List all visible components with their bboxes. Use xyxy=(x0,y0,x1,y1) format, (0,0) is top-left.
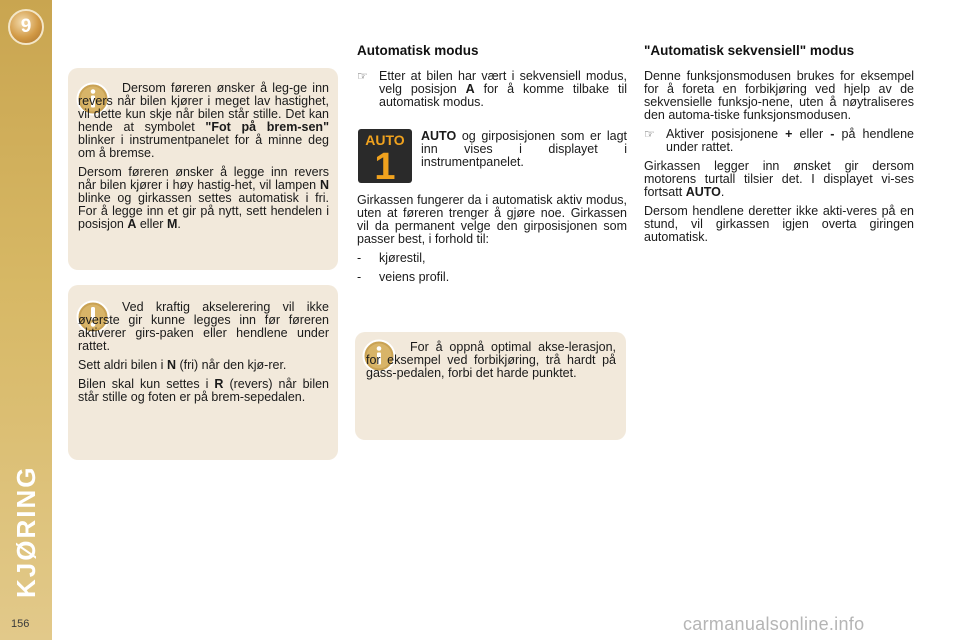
chapter-sidebar xyxy=(0,0,52,640)
watermark: carmanualsonline.info xyxy=(683,614,865,634)
paragraph: Girkassen legger inn ønsket gir dersom motorens turtall tilsier det. I displayet vi-ses fortsatt AUTO. xyxy=(644,159,914,199)
auto-display-word: AUTO xyxy=(365,132,405,148)
automatic-mode-heading: Automatisk modus xyxy=(357,43,479,58)
warning-box-text: Ved kraftig akselerering vil ikke øverste gir kunne legges inn før føreren aktiverer girs-paken eller hendlene under rattet. Sett aldri bilen i N (fri) når den kjø-rer. Bilen skal kun settes i R (revers) når bilen står stille og foten er på brem-sepedalen. xyxy=(78,300,329,404)
automatic-mode-section xyxy=(357,44,627,109)
section-title: KJØRING xyxy=(11,465,41,598)
list-item: - veiens profil. xyxy=(357,270,450,284)
pointing-hand-icon: ☞ xyxy=(644,127,655,141)
list-item: ☞ Aktiver posisjonene + eller - på hendlene under rattet. xyxy=(644,127,914,154)
pointing-hand-icon: ☞ xyxy=(357,69,368,83)
automatic-mode-body xyxy=(357,194,627,290)
auto-display-description: AUTO og girposisjonen som er lagt inn vises i displayet i instrumentpanelet. xyxy=(421,129,627,169)
sequential-mode-section xyxy=(644,44,914,250)
paragraph: Dersom hendlene deretter ikke akti-veres på en stund, vil girkassen igjen overta giringen automatisk. xyxy=(644,204,914,244)
paragraph: Girkassen fungerer da i automatisk aktiv modus, uten at føreren trenger å gjøre noe. Girkassen vil da permanent velge den girposisjonen som passer best, i forhold til: xyxy=(357,193,627,246)
auto-display-digit: 1 xyxy=(374,146,396,183)
list-item: - kjørestil, xyxy=(357,251,426,265)
paragraph: Denne funksjonsmodusen brukes for eksempel for å foreta en forbikjøring ved hjelp av de sekvensielle funksjo-nene, uten å nøytraliseres den automa-tiske funksjonsmodusen. xyxy=(644,69,914,122)
auto-display-icon xyxy=(358,129,412,183)
list-item: ☞ Etter at bilen har vært i sekvensiell modus, velg posisjon A for å komme tilbake til automatisk modus. xyxy=(357,69,627,109)
chapter-number-badge: 9 xyxy=(8,9,44,45)
info-box-acceleration-text: For å oppnå optimal akse-lerasjon, for eksempel ved forbikjøring, trå hardt på gass-pedalen, forbi det harde punktet. xyxy=(366,340,616,380)
sequential-mode-heading: "Automatisk sekvensiell" modus xyxy=(644,43,855,58)
page-number: 156 xyxy=(11,618,30,630)
info-box-reverse-text: Dersom føreren ønsker å leg-ge inn revers når bilen kjører i meget lav hastighet, vil dette kun skje når bilen står stille. Det kan hende at symbolet "Fot på brem-sen" blinker i instrumentpanelet for å minne deg om å bremse. Dersom føreren ønsker å legge inn revers når bilen kjører i høy hastig-het, vil lampen N blinke og girkassen settes automatisk i fri. For å legge inn et gir på nytt, sett hendelen i posisjon A eller M. xyxy=(78,81,329,231)
